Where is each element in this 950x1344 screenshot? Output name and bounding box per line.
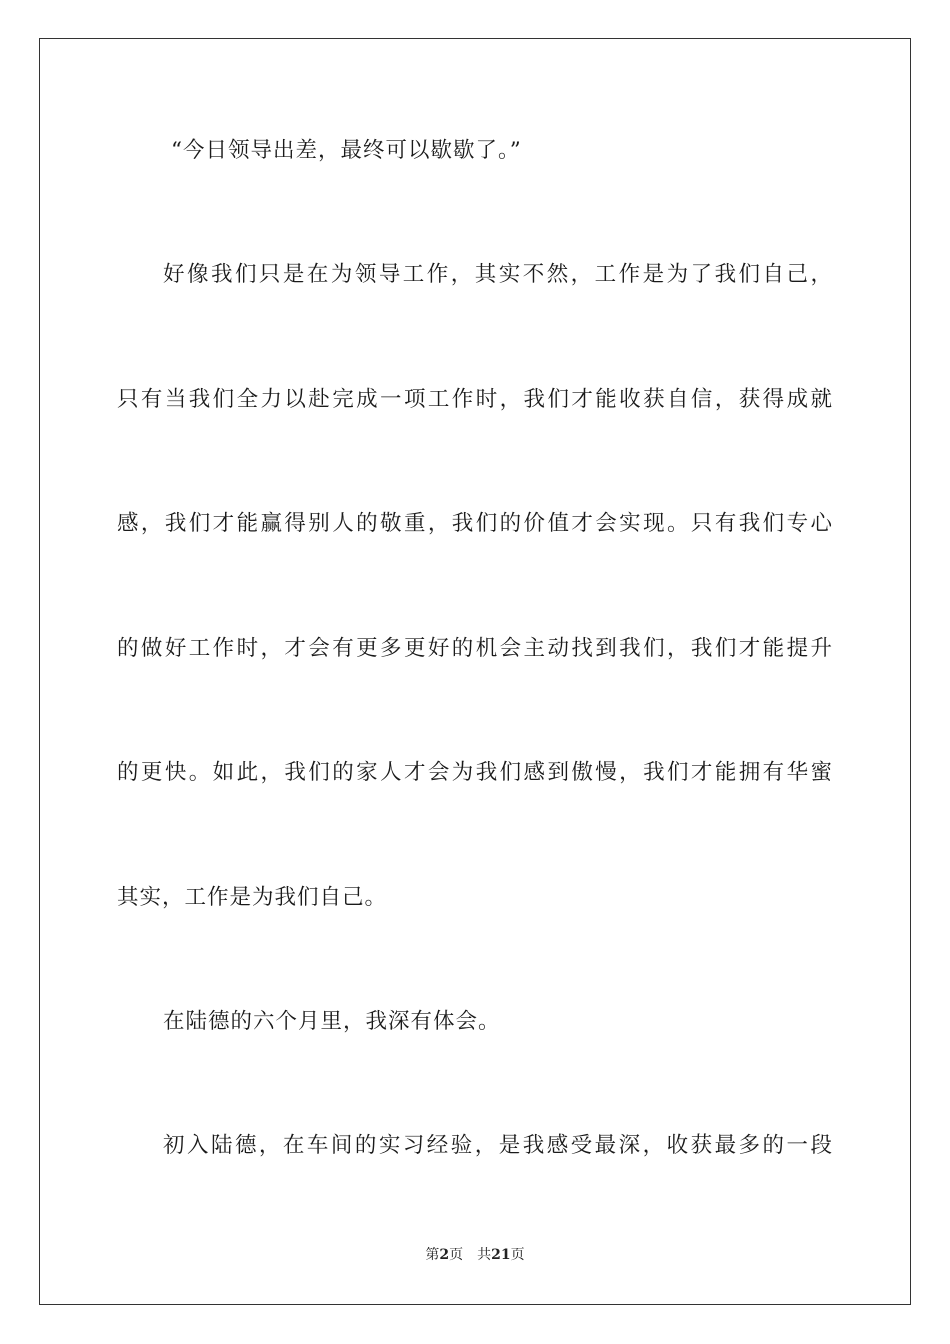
page-footer — [0, 1245, 950, 1265]
text-line-4: 感，我们才能赢得别人的敬重，我们的价值才会实现。只有我们专心 — [117, 511, 833, 536]
current-page-number: 2 — [439, 1247, 450, 1263]
text-line-3: 只有当我们全力以赴完成一项工作时，我们才能收获自信，获得成就 — [117, 387, 833, 412]
page-unit: 页 — [449, 1247, 464, 1263]
total-unit: 页 — [510, 1247, 525, 1263]
text-line-1: “今日领导出差，最终可以歇歇了。” — [171, 138, 522, 163]
text-line-5: 的做好工作时，才会有更多更好的机会主动找到我们，我们才能提升 — [117, 636, 833, 661]
text-line-7: 其实，工作是为我们自己。 — [117, 885, 388, 910]
page-frame — [39, 38, 911, 1305]
total-page-count: 21 — [491, 1247, 511, 1263]
text-line-2: 好像我们只是在为领导工作，其实不然，工作是为了我们自己， — [163, 262, 833, 287]
text-line-6: 的更快。如此，我们的家人才会为我们感到傲慢，我们才能拥有华蜜 — [117, 760, 833, 785]
text-line-9: 初入陆德，在车间的实习经验，是我感受最深，收获最多的一段 — [163, 1133, 833, 1158]
page-prefix: 第 — [425, 1247, 440, 1263]
total-prefix: 共 — [477, 1247, 492, 1263]
text-line-8: 在陆德的六个月里，我深有体会。 — [163, 1009, 501, 1034]
